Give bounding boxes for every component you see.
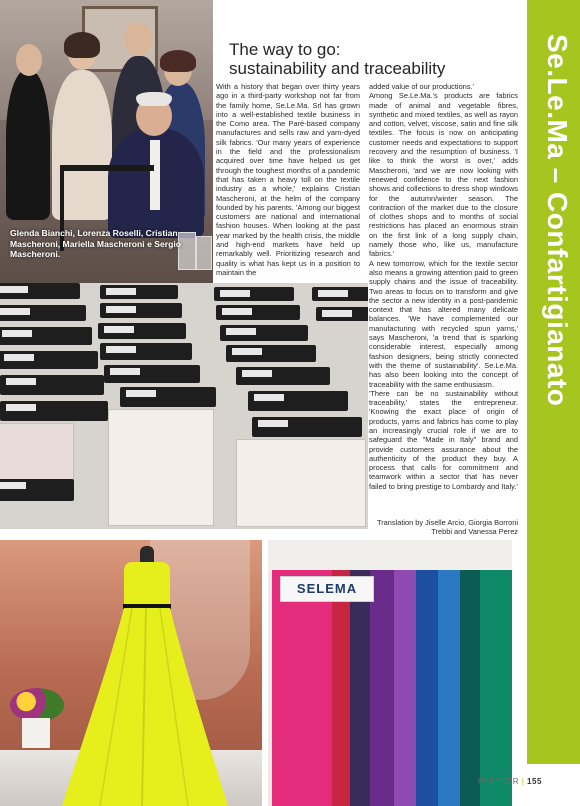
- article-paragraph: added value of our productions.': [369, 82, 474, 91]
- article-title-line1: The way to go:: [229, 40, 341, 59]
- magazine-name: PARTNER: [478, 777, 519, 786]
- footer-separator: |: [521, 777, 525, 786]
- section-sidebar: [527, 0, 580, 764]
- article-title: [229, 40, 519, 78]
- page-footer: [478, 777, 542, 786]
- article-column-left: [216, 82, 360, 277]
- dress-skirt: [60, 608, 230, 806]
- article-title-line2: sustainability and traceability: [229, 59, 446, 78]
- fabric-samples-photo: [0, 283, 368, 529]
- team-photo: [0, 0, 213, 283]
- dress-photo: [0, 540, 262, 806]
- article-paragraph: With a history that began over thirty years ago in a third-party workshop not far from the family home, Se.Le.Ma. Srl has grown into a well-established textile business in the Como area. The Paré-based company manufactures and sells raw and yarn-dyed silk fabrics. 'Our many years of experience in the field and the professionalism acquired over time have helped us get through the toughest months of a pandemic that has taken a heavy toll on the textile industry as a whole,' explains Cristian Mascheroni, at the helm of the company founded by his parents. 'Among our biggest customers are national and international fashion houses. When looking at the past year marked by the health crisis, the middle and high-end markets have held up remarkably well. Prioritizing research and quality is what has kept us in a position to maintain the: [216, 82, 360, 277]
- page-number: 155: [527, 777, 542, 786]
- article-column-right: [369, 82, 518, 491]
- translation-credit: Translation by Jiselle Arcio, Giorgia Borroni Trebbi and Vanessa Perez: [376, 518, 518, 537]
- article-paragraph: 'There can be no sustainability without traceability,' states the entrepreneur. 'Knowing the exact place of origin of products, yarns and fabrics has come to play an increasingly crucial role if we are to safeguard the "Made in Italy" brand and provide customers assurance about the authenticity of the product they buy. A process that calls for commitment and teamwork within a sector that has never failed to bring prestige to Lombardy and Italy.': [369, 388, 518, 491]
- section-label: Se.Le.Ma – Confartigianato: [542, 34, 573, 407]
- article-paragraph: Among Se.Le.Ma.'s products are fabrics made of animal and vegetable fibres, synthetic and mixed textiles, as well as rayon and cotton, velvet, viscose, satin and fine silk textiles. The focus is now on anticipating customer needs and expectations to support recovery and the resumption of business. 'I like to think the worst is over,' adds Mascheroni, 'and we are now looking with renewed confidence to the next fashion shows and collections to dress shop windows for the autumn/winter season. The contraction of the market due to the closure of clothes shops and to months of social restrictions has placed an enormous strain on the first link of a long supply chain, namely those who, like us, manufacture fabrics.': [369, 91, 518, 259]
- article-paragraph: A new tomorrow, which for the textile sector also means a growing attention paid to green supply chains and the issue of traceability. Two areas to focus on to transform and give the sector a new identity in a post-pandemic context that has altered many delicate balances. 'We have complemented our manufacturing with recycled spun yarns,' says Mascheroni, 'a trend that is sparking considerable interest, especially among fashion designers, being strictly connected with the theme of sustainability'. Se.Le.Ma. has also been looking into the concept of traceability with the same enthusiasm.: [369, 258, 518, 389]
- fabric-rolls-photo: [268, 540, 512, 806]
- photo-caption: Glenda Bianchi, Lorenza Roselli, Cristian Mascheroni, Mariella Mascheroni e Sergio Mascheroni.: [10, 228, 181, 260]
- selema-sign: SELEMA: [280, 576, 374, 602]
